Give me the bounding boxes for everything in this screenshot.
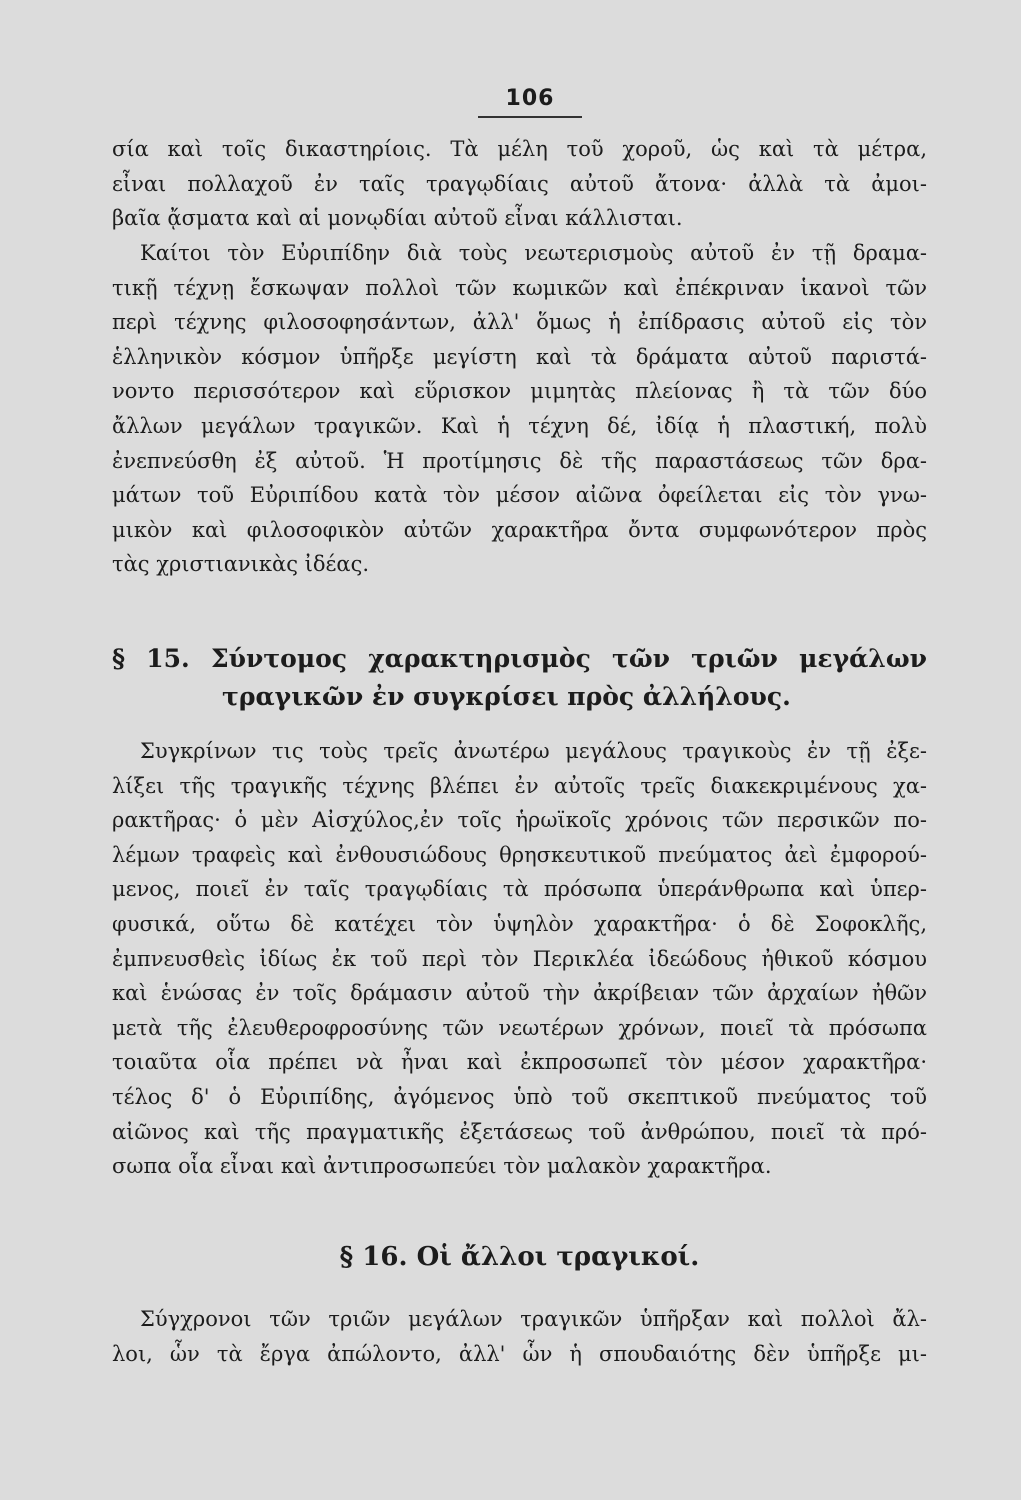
text-line: Συγκρίνων τις τοὺς τρεῖς ἀνωτέρω μεγάλους τραγικοὺς ἐν τῇ ἐξε-	[140, 739, 927, 763]
text-line: λίξει τῆς τραγικῆς τέχνης βλέπει ἐν αὐτοῖς τρεῖς διακεκριμένους χα-	[112, 773, 927, 798]
text-line: Σύγχρονοι τῶν τριῶν μεγάλων τραγικῶν ὑπῆρξαν καὶ πολλοὶ ἄλ-	[140, 1307, 927, 1331]
paragraph-2	[112, 236, 927, 582]
text-line: λοι, ὧν τὰ ἔργα ἀπώλοντο, ἀλλ' ὧν ἡ σπουδαιότης δὲν ὑπῆρξε μι-	[112, 1341, 927, 1366]
text-line: βαῖα ᾄσματα καὶ αἱ μονῳδίαι αὐτοῦ εἶναι κάλλισται.	[112, 206, 683, 231]
text-line: τικῇ τέχνῃ ἔσκωψαν πολλοὶ τῶν κωμικῶν καὶ ἐπέκριναν ἱκανοὶ τῶν	[112, 275, 927, 300]
text-line: τέλος δ' ὁ Εὐριπίδης, ἀγόμενος ὑπὸ τοῦ σκεπτικοῦ πνεύματος τοῦ	[112, 1084, 927, 1109]
text-line: σία καὶ τοῖς δικαστηρίοις. Τὰ μέλη τοῦ χοροῦ, ὡς καὶ τὰ μέτρα,	[112, 137, 927, 161]
text-line: ἐμπνευσθεὶς ἰδίως ἐκ τοῦ περὶ τὸν Περικλέα ἰδεώδους ἠθικοῦ κόσμου	[112, 946, 927, 971]
text-line: ρακτῆρας· ὁ μὲν Αἰσχύλος,ἐν τοῖς ἡρωϊκοῖς χρόνοις τῶν περσικῶν πο-	[112, 808, 927, 833]
paragraph-1	[112, 132, 927, 236]
text-line: περὶ τέχνης φιλοσοφησάντων, ἀλλ' ὅμως ἡ ἐπίδρασις αὐτοῦ εἰς τὸν	[112, 310, 927, 335]
text-line: Καίτοι τὸν Εὐριπίδην διὰ τοὺς νεωτερισμοὺς αὐτοῦ ἐν τῇ δραμα-	[140, 241, 927, 265]
page-number: 106	[505, 86, 555, 111]
paragraph-4	[112, 1302, 927, 1371]
section-16-heading	[112, 1238, 927, 1276]
text-line: τὰς χριστιανικὰς ἰδέας.	[112, 552, 370, 577]
text-line: ἑλληνικὸν κόσμον ὑπῆρξε μεγίστη καὶ τὰ δράματα αὐτοῦ παριστά-	[112, 344, 927, 369]
heading-line: τραγικῶν ἐν συγκρίσει πρὸς ἀλλήλους.	[222, 682, 791, 711]
text-line: σωπα οἷα εἶναι καὶ ἀντιπροσωπεύει τὸν μαλακὸν χαρακτῆρα.	[112, 1154, 772, 1179]
text-line: ἄλλων μεγάλων τραγικῶν. Καὶ ἡ τέχνη δέ, ἰδίᾳ ἡ πλαστική, πολὺ	[112, 413, 927, 438]
page-number-rule	[478, 116, 582, 118]
text-line: μάτων τοῦ Εὐριπίδου κατὰ τὸν μέσον αἰῶνα ὀφείλεται εἰς τὸν γνω-	[112, 483, 927, 508]
text-line: αἰῶνος καὶ τῆς πραγματικῆς ἐξετάσεως τοῦ ἀνθρώπου, ποιεῖ τὰ πρό-	[112, 1119, 927, 1144]
text-line: λέμων τραφεὶς καὶ ἐνθουσιώδους θρησκευτικοῦ πνεύματος ἀεὶ ἐμφορού-	[112, 842, 927, 867]
paragraph-3	[112, 734, 927, 1184]
text-line: μετὰ τῆς ἐλευθεροφροσύνης τῶν νεωτέρων χρόνων, ποιεῖ τὰ πρόσωπα	[112, 1015, 927, 1040]
text-line: τοιαῦτα οἷα πρέπει νὰ ἦναι καὶ ἐκπροσωπεῖ τὸν μέσον χαρακτῆρα·	[112, 1050, 927, 1075]
text-line: εἶναι πολλαχοῦ ἐν ταῖς τραγῳδίαις αὐτοῦ ἄτονα· ἀλλὰ τὰ ἀμοι-	[112, 171, 927, 196]
heading-line: § 15. Σύντομος χαρακτηρισμὸς τῶν τριῶν μεγάλων	[112, 644, 927, 673]
text-line: μενος, ποιεῖ ἐν ταῖς τραγῳδίαις τὰ πρόσωπα ὑπεράνθρωπα καὶ ὑπερ-	[112, 877, 927, 902]
text-line: καὶ ἑνώσας ἐν τοῖς δράμασιν αὐτοῦ τὴν ἀκρίβειαν τῶν ἀρχαίων ἠθῶν	[112, 981, 927, 1006]
heading-line: § 16. Οἱ ἄλλοι τραγικοί.	[339, 1242, 700, 1272]
text-line: ἐνεπνεύσθη ἐξ αὐτοῦ. Ἡ προτίμησις δὲ τῆς παραστάσεως τῶν δρα-	[112, 448, 927, 473]
text-line: φυσικά, οὕτω δὲ κατέχει τὸν ὑψηλὸν χαρακτῆρα· ὁ δὲ Σοφοκλῆς,	[112, 911, 927, 936]
text-line: νοντο περισσότερον καὶ εὕρισκον μιμητὰς πλείονας ἢ τὰ τῶν δύο	[112, 379, 927, 404]
text-line: μικὸν καὶ φιλοσοφικὸν αὐτῶν χαρακτῆρα ὄντα συμφωνότερον πρὸς	[112, 517, 927, 542]
section-15-heading	[112, 640, 927, 716]
